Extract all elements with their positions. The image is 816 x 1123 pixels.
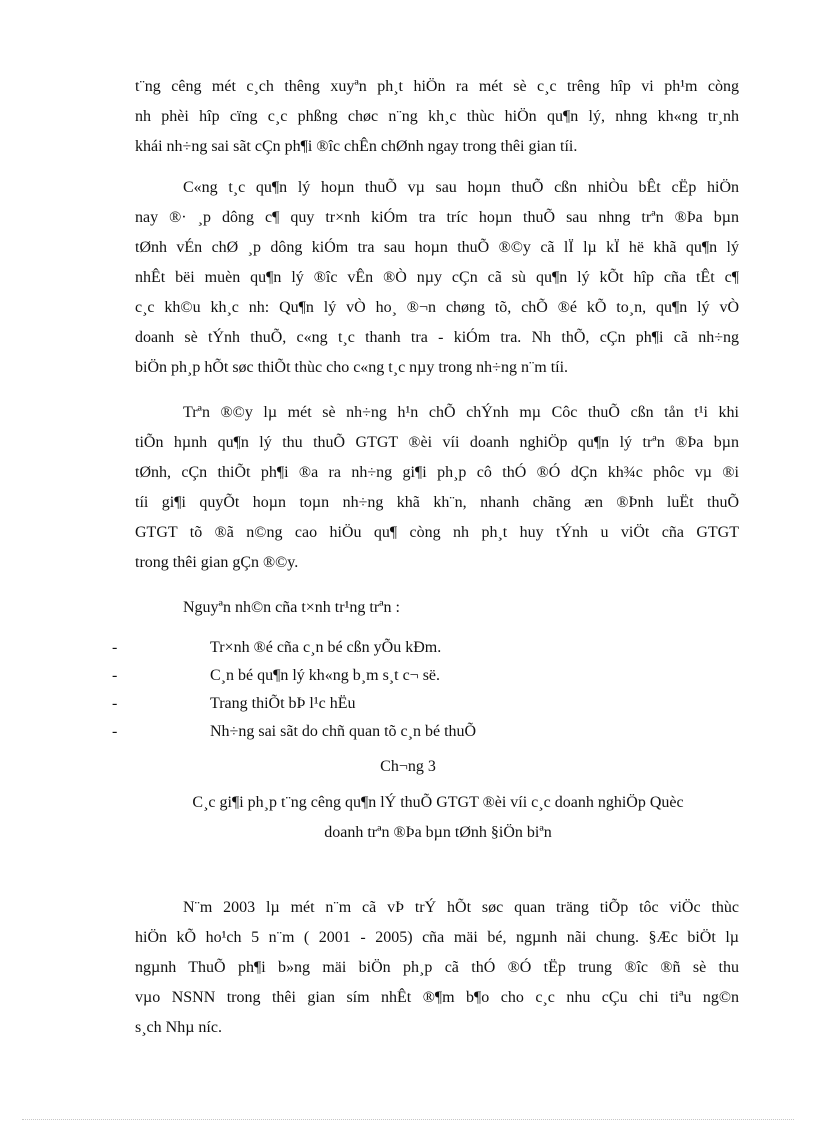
paragraph-2-line: nay ®· ¸p dông c¶ quy tr×nh kiÓm tra tríc hoµn thuÕ sau nhng trªn ®Þa bµn — [135, 209, 739, 226]
paragraph-3-line: trong thêi gian gÇn ®©y. — [135, 554, 299, 571]
paragraph-2-line: C«ng t¸c qu¶n lý hoµn thuÕ vµ sau hoµn thuÕ cßn nhiÒu bÊt cËp hiÖn — [183, 179, 739, 196]
list-item — [0, 662, 816, 690]
paragraph-4-line: ngµnh ThuÕ ph¶i b»ng mäi biÖn ph¸p cã thÓ ®Ó tËp trung ®îc ®ñ sè thu — [135, 959, 739, 976]
paragraph-1-line: khái nh÷ng sai sãt cÇn ph¶i ®îc chÊn chØnh ngay trong thêi gian tíi. — [135, 138, 578, 155]
chapter-title — [135, 788, 741, 848]
paragraph-2-line: doanh sè tÝnh thuÕ, c«ng t¸c thanh tra - kiÓm tra. Nh thÕ, cÇn ph¶i cã nh÷ng — [135, 329, 739, 346]
paragraph-1-line: nh phèi hîp cïng c¸c phßng chøc n¨ng kh¸c thùc hiÖn qu¶n lý, nhng kh«ng tr¸nh — [135, 108, 739, 125]
paragraph-3 — [135, 398, 739, 578]
chapter-number: Ch¬ng 3 — [380, 758, 436, 775]
paragraph-3-line: GTGT tõ ®ã n©ng cao hiÖu qu¶ còng nh ph¸t huy tÝnh u viÖt cña GTGT — [135, 524, 739, 541]
paragraph-2-line: c¸c kh©u kh¸c nh: Qu¶n lý vÒ ho¸ ®¬n chøng tõ, chÕ ®é kÕ to¸n, qu¶n lý vÒ — [135, 299, 739, 316]
paragraph-4-line: N¨m 2003 lµ mét n¨m cã vÞ trÝ hÕt søc quan träng tiÕp tôc viÖc thùc — [183, 899, 739, 916]
chapter-title-line: doanh trªn ®Þa bµn tØnh §iÖn biªn — [324, 824, 552, 841]
paragraph-4-line: vµo NSNN trong thêi gian sím nhÊt ®¶m b¶o cho c¸c nhu cÇu chi tiªu ng©n — [135, 989, 739, 1006]
list-item — [0, 634, 816, 662]
causes-intro: Nguyªn nh©n cña t×nh tr¹ng trªn : — [183, 599, 400, 616]
causes-list — [0, 634, 816, 746]
paragraph-3-line: Trªn ®©y lµ mét sè nh÷ng h¹n chÕ chÝnh mµ Côc thuÕ cßn tån t¹i khi — [183, 404, 739, 421]
paragraph-2-line: nhÊt bëi muèn qu¶n lý ®îc vÊn ®Ò nµy cÇn cã sù qu¶n lý kÕt hîp cña tÊt c¶ — [135, 269, 739, 286]
list-item-text: Trang thiÕt bÞ l¹c hËu — [210, 695, 356, 712]
paragraph-4-line: s¸ch Nhµ níc. — [135, 1019, 222, 1036]
bullet-dash: - — [112, 723, 118, 740]
paragraph-1-line: t¨ng cêng mét c¸ch thêng xuyªn ph¸t hiÖn ra mét sè c¸c trêng hîp vi ph¹m còng — [135, 78, 739, 95]
paragraph-2-line: biÖn ph¸p hÕt søc thiÕt thùc cho c«ng t¸c nµy trong nh÷ng n¨m tíi. — [135, 359, 569, 376]
list-item — [0, 690, 816, 718]
paragraph-3-line: tØnh, cÇn thiÕt ph¶i ®a ra nh÷ng gi¶i ph¸p cô thÓ ®Ó dÇn kh¾c phôc vµ ®i — [135, 464, 739, 481]
chapter-title-line: C¸c gi¶i ph¸p t¨ng cêng qu¶n lÝ thuÕ GTGT ®èi víi c¸c doanh nghiÖp Quèc — [192, 794, 684, 811]
page-bottom-rule — [22, 1119, 794, 1120]
paragraph-3-line: tiÕn hµnh qu¶n lý thu thuÕ GTGT ®èi víi doanh nghiÖp qu¶n lý trªn ®Þa bµn — [135, 434, 739, 451]
bullet-dash: - — [112, 695, 118, 712]
list-item-text: Tr×nh ®é cña c¸n bé cßn yÕu kÐm. — [210, 639, 442, 656]
paragraph-2 — [135, 173, 739, 383]
paragraph-2-line: tØnh vÉn chØ ¸p dông kiÓm tra sau hoµn thuÕ ®©y cã lÏ lµ kÏ hë khã qu¶n lý — [135, 239, 739, 256]
paragraph-4 — [135, 893, 739, 1043]
bullet-dash: - — [112, 639, 118, 656]
bullet-dash: - — [112, 667, 118, 684]
list-item-text: C¸n bé qu¶n lý kh«ng b¸m s¸t c¬ së. — [210, 667, 441, 684]
paragraph-4-line: hiÖn kÕ ho¹ch 5 n¨m ( 2001 - 2005) cña mäi bé, ngµnh nãi chung. §Æc biÖt lµ — [135, 929, 739, 946]
paragraph-1 — [135, 72, 739, 162]
paragraph-3-line: tíi gi¶i quyÕt hoµn toµn nh÷ng khã kh¨n, nhanh chãng æn ®Þnh luËt thuÕ — [135, 494, 739, 511]
list-item-text: Nh÷ng sai sãt do chñ quan tõ c¸n bé thuÕ — [210, 723, 477, 740]
list-item — [0, 718, 816, 746]
